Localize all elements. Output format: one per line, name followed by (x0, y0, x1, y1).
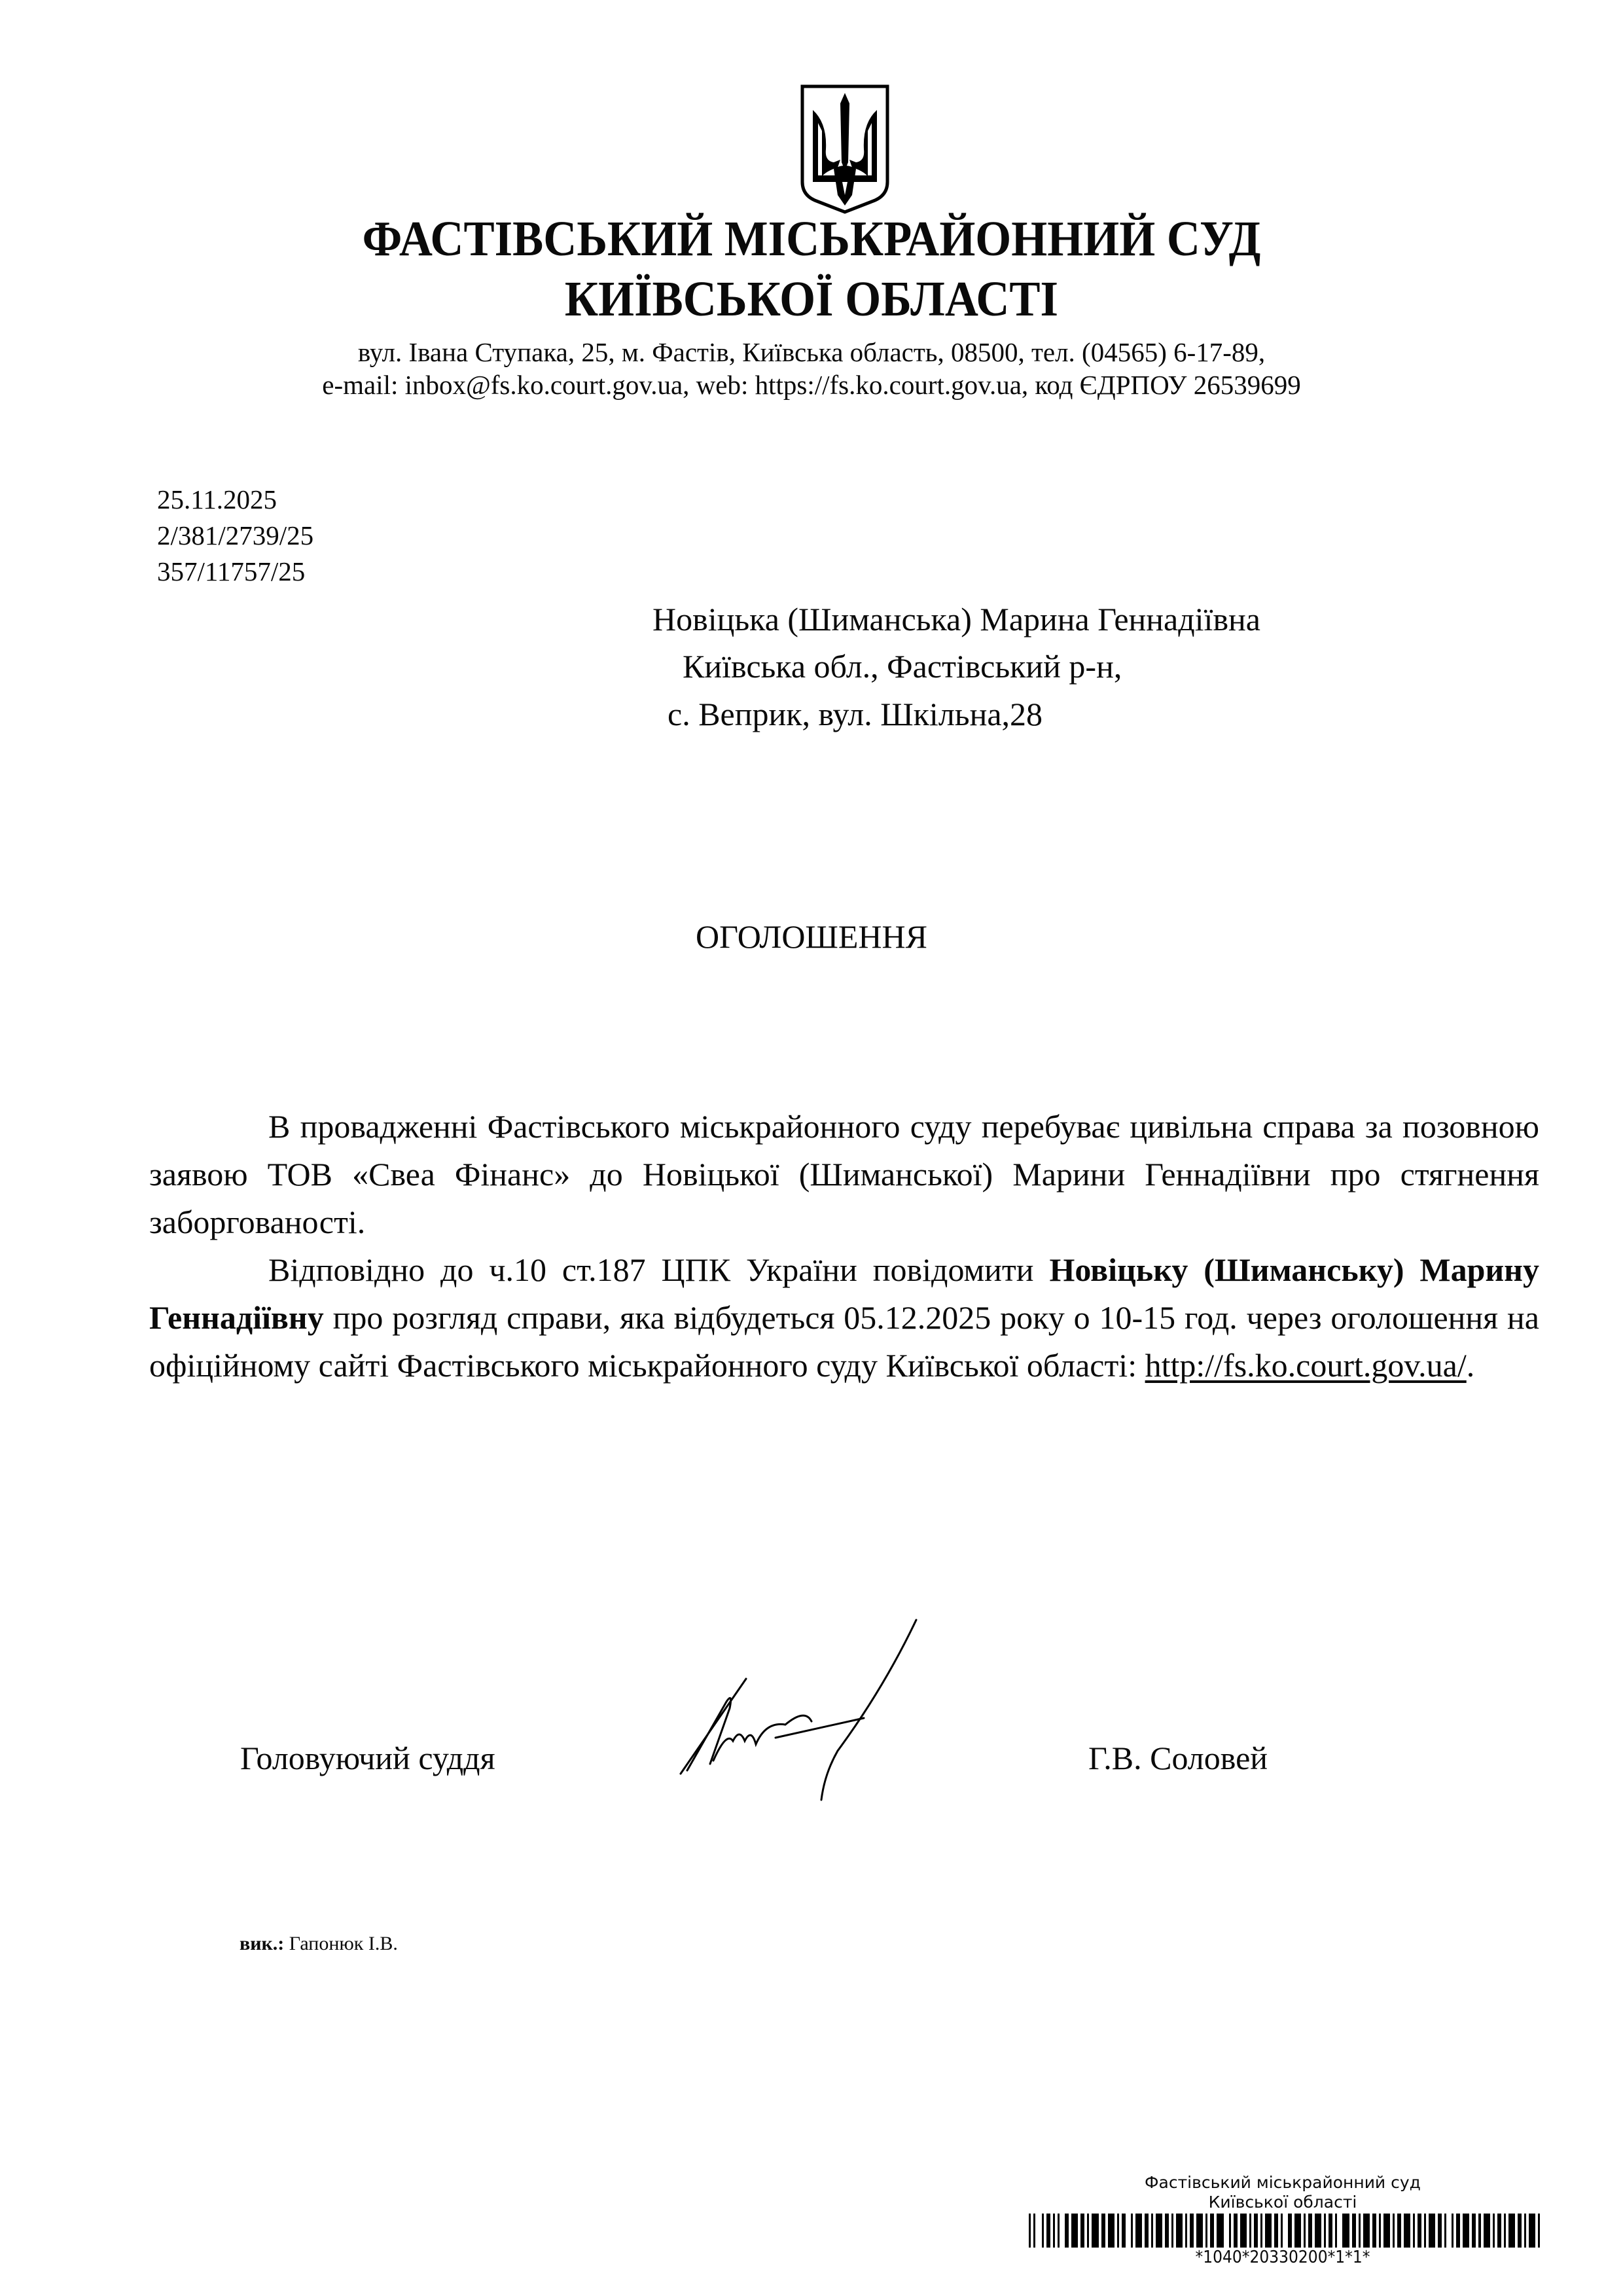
paragraph-2-details: про розгляд справи, яка відбудеться 05.12.2025 року о 10-15 год. через оголошення на офіційному сайті Фастівського міськрайонного суду Київської області: (149, 1299, 1539, 1384)
notice-paragraph-1: В провадженні Фастівського міськрайонного суду перебуває цивільна справа за позовною заявою ТОВ «Свеа Фінанс» до Новіцької (Шиманської) Марини Геннадіївни про стягнення заборгованості. (149, 1108, 1539, 1240)
paragraph-2-end: . (1466, 1347, 1475, 1384)
outgoing-number: 2/381/2739/25 (157, 520, 314, 550)
recipient-address-line1: Київська обл., Фастівський р-н, (683, 648, 1122, 685)
notice-paragraph-2 (149, 1246, 1539, 1390)
document-date: 25.11.2025 (157, 484, 277, 514)
barcode-number: *1040*20330200*1*1* (1195, 2248, 1370, 2267)
executor-line (240, 1931, 398, 1957)
footer-court-region: Київської області (1208, 2193, 1357, 2212)
court-website-link[interactable]: http://fs.ko.court.gov.ua/ (1145, 1347, 1467, 1384)
court-address: вул. Івана Ступака, 25, м. Фастів, Київська область, 08500, тел. (04565) 6-17-89, (357, 337, 1266, 367)
defendant-name-bold: Новіцьку (Шиманську) Марину Геннадіївну (149, 1251, 1539, 1336)
executor-prefix: вик.: (240, 1933, 285, 1954)
case-number: 357/11757/25 (157, 556, 306, 586)
presiding-judge-label: Головуючий суддя (240, 1740, 495, 1776)
executor-name: Гапонюк І.В. (284, 1933, 398, 1954)
court-email-web: e-mail: inbox@fs.ko.court.gov.ua, web: https://fs.ko.court.gov.ua, код ЄДРПОУ 26539699 (322, 370, 1301, 400)
trident-coat-of-arms-icon (800, 84, 890, 215)
court-name-line2: КИЇВСЬКОЇ ОБЛАСТІ (564, 272, 1059, 327)
recipient-name: Новіцька (Шиманська) Марина Геннадіївна (652, 601, 1261, 637)
paragraph-2-intro: Відповідно до ч.10 ст.187 ЦПК України повідомити (268, 1251, 1050, 1288)
handwritten-signature-icon (668, 1610, 995, 1826)
footer-court-name: Фастівський міськрайонний суд (1145, 2173, 1421, 2192)
judge-name: Г.В. Соловей (1088, 1740, 1268, 1776)
notice-body (149, 1103, 1539, 1390)
barcode-icon (1029, 2214, 1541, 2248)
court-name-line1: ФАСТІВСЬКИЙ МІСЬКРАЙОННИЙ СУД (362, 211, 1261, 266)
recipient-address-line2: с. Веприк, вул. Шкільна,28 (668, 696, 1043, 732)
notice-title: ОГОЛОШЕННЯ (696, 918, 927, 955)
